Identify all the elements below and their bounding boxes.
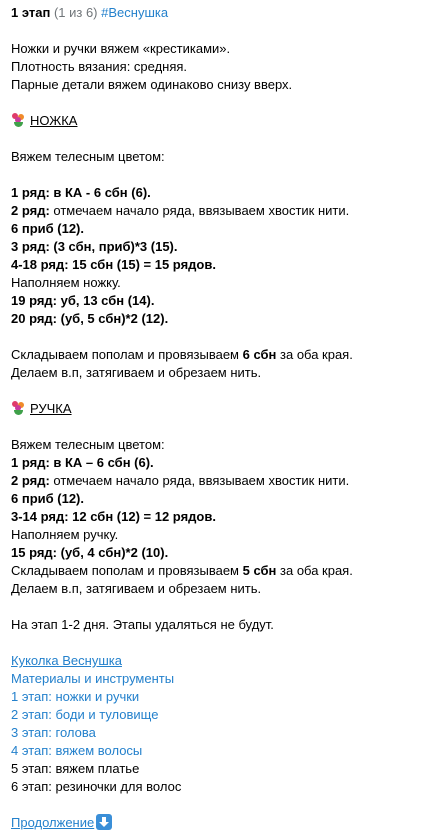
nozhka-row-2-text: отмечаем начало ряда, ввязываем хвостик нити. (49, 203, 350, 218)
link-stage-2[interactable]: 2 этап: боди и туловище (11, 707, 159, 722)
nozhka-row-5-text: 4-18 ряд: 15 сбн (15) = 15 рядов. (11, 257, 216, 272)
stage-6-text: 6 этап: резиночки для волос (11, 779, 182, 794)
ruchka-fold-c: за оба края. (276, 563, 353, 578)
section-nozhka-title: НОЖКА (30, 113, 78, 128)
bouquet-icon (11, 401, 26, 415)
down-arrow-icon (96, 814, 112, 830)
link-materials[interactable]: Материалы и инструменты (11, 671, 175, 686)
nozhka-fold-a: Складываем пополам и провязываем (11, 347, 243, 362)
nozhka-row-2-label: 2 ряд: (11, 203, 50, 218)
intro-line-1: Ножки и ручки вяжем «крестиками». (11, 41, 231, 56)
nozhka-row-19 (11, 292, 154, 310)
ruchka-row-1-text: 1 ряд: в КА – 6 сбн (6). (11, 455, 154, 470)
stage-header (11, 4, 168, 22)
ruchka-row-2-text: отмечаем начало ряда, ввязываем хвостик нити. (49, 473, 350, 488)
link-stage-4-row (11, 742, 142, 760)
nozhka-row-1 (11, 184, 151, 202)
section-ruchka-title: РУЧКА (30, 401, 72, 416)
nozhka-row-1-text: 1 ряд: в КА - 6 сбн (6). (11, 185, 151, 200)
ruchka-row-4-text: 3-14 ряд: 12 сбн (12) = 12 рядов. (11, 509, 216, 524)
hashtag-link[interactable]: #Веснушка (101, 5, 169, 20)
continue-link[interactable]: Продолжение (11, 815, 95, 830)
ruchka-row-3 (11, 490, 84, 508)
nozhka-color: Вяжем телесным цветом: (11, 149, 165, 164)
nozhka-row-2 (11, 202, 349, 220)
nozhka-fold-c: за оба края. (276, 347, 353, 362)
intro-line-3: Парные детали вяжем одинаково снизу вверх. (11, 77, 293, 92)
nozhka-row-20-text: 20 ряд: (уб, 5 сбн)*2 (12). (11, 311, 169, 326)
nozhka-row-19-text: 19 ряд: уб, 13 сбн (14). (11, 293, 155, 308)
ruchka-fold-b: 5 сбн (242, 563, 277, 578)
section-nozhka-heading (11, 112, 77, 130)
nozhka-row-3 (11, 220, 84, 238)
duration-note: На этап 1-2 дня. Этапы удаляться не будут. (11, 617, 274, 632)
stage-5-text: 5 этап: вяжем платье (11, 761, 140, 776)
link-stage-4[interactable]: 4 этап: вяжем волосы (11, 743, 143, 758)
ruchka-stuff: Наполняем ручку. (11, 527, 119, 542)
ruchka-row-15-text: 15 ряд: (уб, 4 сбн)*2 (10). (11, 545, 169, 560)
ruchka-color: Вяжем телесным цветом: (11, 437, 165, 452)
ruchka-row-3-text: 6 приб (12). (11, 491, 84, 506)
nozhka-finish: Делаем в.п, затягиваем и обрезаем нить. (11, 365, 262, 380)
stage-count: (1 из 6) (53, 5, 98, 20)
ruchka-row-2-label: 2 ряд: (11, 473, 50, 488)
nozhka-row-4 (11, 238, 178, 256)
link-stage-3-row (11, 724, 96, 742)
link-kukolka[interactable]: Куколка Веснушка (11, 653, 122, 668)
nozhka-fold (11, 346, 353, 364)
ruchka-fold (11, 562, 353, 580)
nozhka-row-20 (11, 310, 168, 328)
ruchka-row-1 (11, 454, 154, 472)
nozhka-row-3-text: 6 приб (12). (11, 221, 84, 236)
nozhka-row-5 (11, 256, 216, 274)
ruchka-fold-a: Складываем пополам и провязываем (11, 563, 243, 578)
nozhka-fold-b: 6 сбн (242, 347, 277, 362)
stage-title: 1 этап (11, 5, 51, 20)
link-stage-3[interactable]: 3 этап: голова (11, 725, 96, 740)
nozhka-row-4-text: 3 ряд: (3 сбн, приб)*3 (15). (11, 239, 178, 254)
ruchka-row-15 (11, 544, 168, 562)
nozhka-stuff: Наполняем ножку. (11, 275, 121, 290)
section-ruchka-heading (11, 400, 72, 418)
link-main (11, 652, 122, 670)
link-materials-row (11, 670, 174, 688)
ruchka-row-2 (11, 472, 349, 490)
continue-row (11, 814, 112, 832)
bouquet-icon (11, 113, 26, 127)
link-stage-1-row (11, 688, 139, 706)
ruchka-finish: Делаем в.п, затягиваем и обрезаем нить. (11, 581, 262, 596)
ruchka-row-4 (11, 508, 216, 526)
intro-line-2: Плотность вязания: средняя. (11, 59, 188, 74)
link-stage-2-row (11, 706, 158, 724)
link-stage-1[interactable]: 1 этап: ножки и ручки (11, 689, 140, 704)
